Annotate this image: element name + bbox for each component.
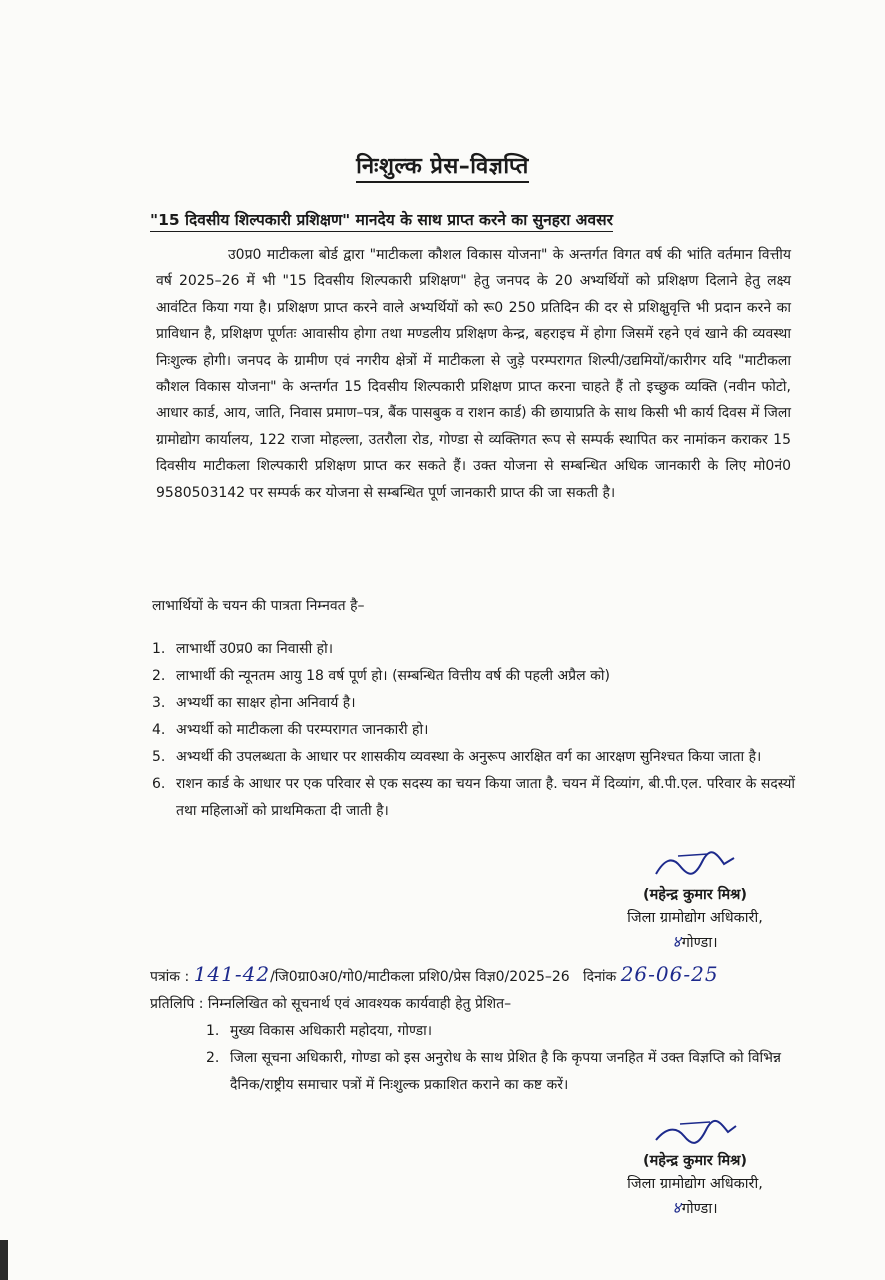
- eligibility-heading: लाभार्थियों के चयन की पात्रता निम्नवत है–: [152, 598, 365, 614]
- list-item: [206, 1045, 806, 1099]
- item-number: 6.: [152, 776, 166, 792]
- list-item: [152, 771, 802, 825]
- patrank-rest: /जि0ग्रा0अ0/गो0/माटीकला प्रशि0/प्रेस विज्ञ0/2025–26: [270, 969, 570, 985]
- page-subtitle: [150, 208, 810, 230]
- list-item: [152, 717, 802, 744]
- list-item: [206, 1018, 806, 1045]
- item-number: 4.: [152, 722, 166, 738]
- signatory-place: ४गोण्डा।: [672, 1198, 718, 1217]
- item-number: 1.: [206, 1023, 220, 1039]
- item-number: 3.: [152, 695, 166, 711]
- signature-block-1: [590, 848, 800, 955]
- item-text: राशन कार्ड के आधार पर एक परिवार से एक सदस्य का चयन किया जाता है. चयन में दिव्यांग, बी.पी.एल. परिवार के सदस्यों तथा महिलाओं को प्राथमिकता दी जाती है।: [176, 776, 795, 819]
- list-item: [152, 636, 802, 663]
- copy-to-list: [206, 1018, 806, 1099]
- item-text: अभ्यर्थी का साक्षर होना अनिवार्य है।: [176, 695, 356, 711]
- title-text: निःशुल्क प्रेस–विज्ञप्ति: [356, 154, 529, 183]
- patrank-label: पत्रांक :: [150, 969, 190, 985]
- eligibility-list: [152, 636, 802, 825]
- item-number: 2.: [152, 668, 166, 684]
- item-number: 1.: [152, 641, 166, 657]
- date-label: दिनांक: [583, 969, 617, 985]
- scan-edge-shadow: [0, 1240, 8, 1280]
- patrank-handwritten: 141-42: [193, 962, 271, 986]
- body-paragraph: उ0प्र0 माटीकला बोर्ड द्वारा "माटीकला कौशल विकास योजना" के अन्तर्गत विगत वर्ष की भांति वर्तमान वित्तीय वर्ष 2025–26 में भी "15 दिवसीय शिल्पकारी प्रशिक्षण" हेतु जनपद के 20 अभ्यर्थियों को प्रशिक्षण दिलाने हेतु लक्ष्य आवंटित किया गया है। प्रशिक्षण प्राप्त करने वाले अभ्यर्थियों को रू0 250 प्रतिदिन की दर से प्रशिक्षुवृत्ति भी प्रदान करने का प्राविधान है, प्रशिक्षण पूर्णतः आवासीय होगा तथा मण्डलीय प्रशिक्षण केन्द्र, बहराइच में होगा जिसमें रहने एवं खाने की व्यवस्था निःशुल्क होगी। जनपद के ग्रामीण एवं नगरीय क्षेत्रों में माटीकला से जुड़े परम्परागत शिल्पी/उद्यमियों/कारीगर यदि "माटीकला कौशल विकास योजना" के अन्तर्गत 15 दिवसीय शिल्पकारी प्रशिक्षण प्राप्त करना चाहते हैं तो इच्छुक व्यक्ति (नवीन फोटो, आधार कार्ड, आय, जाति, निवास प्रमाण–पत्र, बैंक पासबुक व राशन कार्ड) की छायाप्रति के साथ किसी भी कार्य दिवस में जिला ग्रामोद्योग कार्यालय, 122 राजा मोहल्ला, उतरौला रोड, गोण्डा से व्यक्तिगत रूप से सम्पर्क स्थापित कर नामांकन कराकर 15 दिवसीय माटीकला शिल्पकारी प्रशिक्षण प्राप्त कर सकते हैं। उक्त योजना से सम्बन्धित अधिक जानकारी के लिए मो0नं0 9580503142 पर सम्पर्क कर योजना से सम्बन्धित पूर्ण जानकारी प्राप्त की जा सकती है।: [156, 247, 791, 501]
- copy-to-heading: प्रतिलिपि : निम्नलिखित को सूचनार्थ एवं आवश्यक कार्यवाही हेतु प्रेशित–: [150, 996, 512, 1012]
- item-text: अभ्यर्थी की उपलब्धता के आधार पर शासकीय व्यवस्था के अनुरूप आरक्षित वर्ग का आरक्षण सुनिश्चत किया जाता है।: [176, 749, 762, 765]
- signature-block-2: [590, 1118, 800, 1221]
- item-number: 2.: [206, 1050, 220, 1066]
- dispatch-reference: [150, 962, 719, 986]
- signatory-name: (महेन्द्र कुमार मिश्र): [642, 1153, 748, 1169]
- page-title: [0, 150, 885, 180]
- signatory-designation: जिला ग्रामोद्योग अधिकारी,: [627, 1176, 763, 1192]
- item-number: 5.: [152, 749, 166, 765]
- item-text: लाभार्थी की न्यूनतम आयु 18 वर्ष पूर्ण हो। (सम्बन्धित वित्तीय वर्ष की पहली अप्रैल को): [176, 668, 610, 684]
- signature-scribble: [650, 848, 740, 884]
- item-text: अभ्यर्थी को माटीकला की परम्परागत जानकारी हो।: [176, 722, 429, 738]
- item-text: जिला सूचना अधिकारी, गोण्डा को इस अनुरोध के साथ प्रेशित है कि कृपया जनहित में उक्त विज्ञप्ति को विभिन्न दैनिक/राष्ट्रीय समाचार पत्रों में निःशुल्क प्रकाशित कराने का कष्ट करें।: [230, 1050, 781, 1093]
- subtitle-text: "15 दिवसीय शिल्पकारी प्रशिक्षण" मानदेय के साथ प्राप्त करने का सुनहरा अवसर: [150, 211, 613, 232]
- list-item: [152, 690, 802, 717]
- date-handwritten: 26-06-25: [620, 962, 719, 986]
- item-text: मुख्य विकास अधिकारी महोदया, गोण्डा।: [230, 1023, 433, 1039]
- item-text: लाभार्थी उ0प्र0 का निवासी हो।: [176, 641, 334, 657]
- list-item: [152, 744, 802, 771]
- list-item: [152, 663, 802, 690]
- signature-scribble: [650, 1118, 740, 1150]
- signatory-designation: जिला ग्रामोद्योग अधिकारी,: [627, 910, 763, 926]
- signatory-place: ४गोण्डा।: [672, 932, 718, 951]
- signatory-name: (महेन्द्र कुमार मिश्र): [642, 887, 748, 903]
